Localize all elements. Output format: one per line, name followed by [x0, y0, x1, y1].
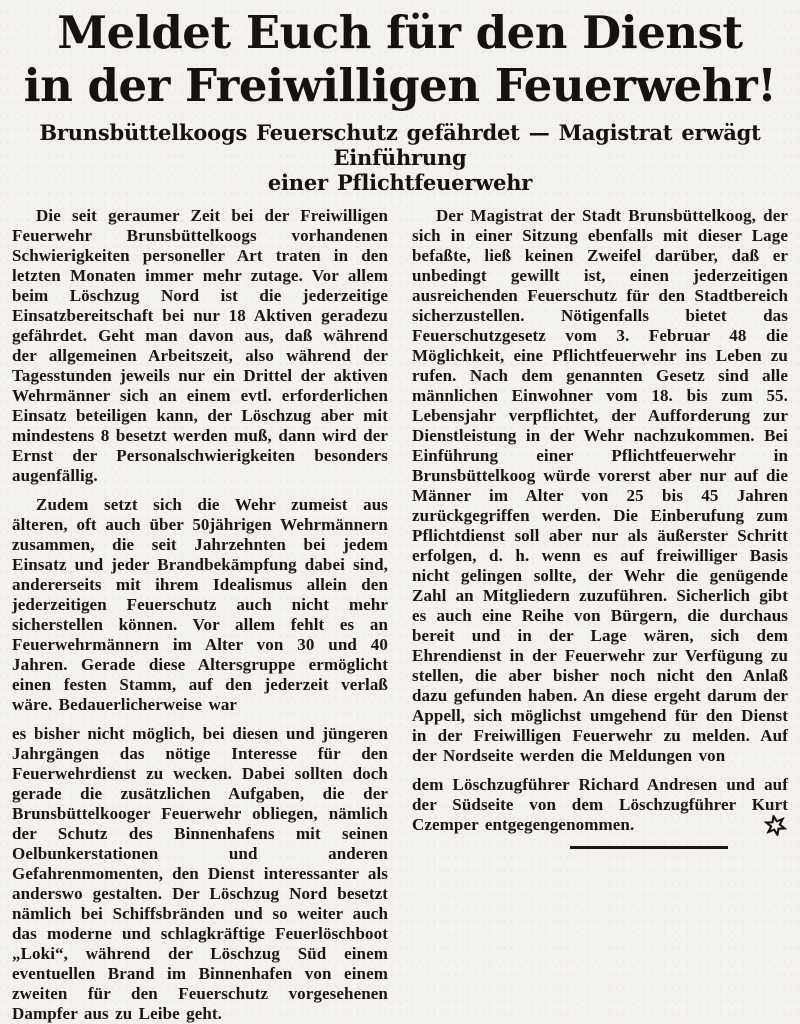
paragraph-left-2: Zudem setzt sich die Wehr zumeist aus älteren, oft auch über 50jährigen Wehrmännern zusammen, die seit Jahrzehnten bei jedem Einsatz und jeder Brandbekämpfung dabei sind, andererseits mit ihrem Idealismus allein den jederzeitigen Feuerschutz auch nicht mehr sicherstellen können. Vor allem fehlt es an Feuerwehrmännern im Alter von 30 und 40 Jahren. Gerade diese Altersgruppe ermöglicht einen festen Stamm, auf den jederzeit verlaß wäre. Bedauerlicherweise war: [12, 495, 388, 714]
column-left: [12, 206, 388, 1024]
article-headline: [8, 6, 792, 112]
closing-paragraph: [412, 775, 788, 835]
paragraph-left-1: Die seit geraumer Zeit bei der Freiwilligen Feuerwehr Brunsbüttelkoogs vorhandenen Schwierigkeiten personeller Art traten in den letzten Monaten immer mehr zutage. Vor allem beim Löschzug Nord ist die jederzeitige Einsatzbereitschaft bei nur 18 Aktiven geradezu gefährdet. Geht man davon aus, daß während der allgemeinen Arbeitszeit, also während der Tagesstunden jeweils nur ein Drittel der aktiven Wehrmänner sich an einem evtl. erforderlichen Einsatz beteiligen kann, der Löschzug aber mit mindestens 8 besetzt werden muß, dann wird der Ernst der Personalschwierigkeiten besonders augenfällig.: [12, 206, 388, 485]
article-body: [8, 195, 792, 1024]
headline-line-2: in der Freiwilligen Feuerwehr!: [23, 59, 777, 112]
paragraph-right-1: Der Magistrat der Stadt Brunsbüttelkoog, der sich in einer Sitzung ebenfalls mit dieser Lage befaßte, ließ keinen Zweifel darüber, daß er unbedingt gewillt ist, einen jederzeitigen ausreichenden Feuerschutz für den Stadtbereich sicherzustellen. Nötigenfalls bietet das Feuerschutzgesetz vom 3. Februar 48 die Möglichkeit, eine Pflichtfeuerwehr ins Leben zu rufen. Nach dem genannten Gesetz sind alle männlichen Einwohner vom 18. bis zum 55. Lebensjahr verpflichtet, der Aufforderung zur Dienstleistung in der Wehr nachzukommen. Bei Einführung einer Pflichtfeuerwehr in Brunsbüttelkoog würde vorerst aber nur auf die Männer im Alter von 25 bis 45 Jahren zurückgegriffen werden. Die Einberufung zum Pflichtdienst soll aber nur als äußerster Schritt erfolgen, d. h. wenn es auf freiwilliger Basis nicht gelingen sollte, der Wehr die genügende Zahl an Mitgliedern zuzuführen. Sicherlich gibt es auch eine Reihe von Bürgern, die durchaus bereit und in der Lage wären, sich dem Ehrendienst in der Feuerwehr zur Verfügung zu stellen, die aber bisher noch nicht den Anlaß dazu gefunden haben. An diese ergeht darum der Appell, sich möglichst umgehend für den Dienst in der Freiwilligen Feuerwehr zu melden. Auf der Nordseite werden die Meldungen von: [412, 206, 788, 765]
article-end-rule: [570, 846, 728, 849]
subheadline-line-1: Brunsbüttelkoogs Feuerschutz gefährdet — Magistrat erwägt Einführung: [39, 120, 761, 170]
paragraph-right-2: dem Löschzugführer Richard Andresen und auf der Südseite von dem Löschzugführer Kurt Czemper entgegengenommen.: [412, 775, 788, 834]
subheadline-line-2: einer Pflichtfeuerwehr: [267, 170, 533, 195]
column-right: [412, 206, 788, 1024]
headline-line-1: Meldet Euch für den Dienst: [57, 6, 743, 59]
six-pointed-star-icon: [763, 813, 788, 838]
article-subheadline: [8, 120, 792, 195]
paragraph-left-3: es bisher nicht möglich, bei diesen und jüngeren Jahrgängen das nötige Interesse für den Feuerwehrdienst zu wecken. Dabei sollten doch gerade die zusätzlichen Aufgaben, die der Brunsbüttelkooger Feuerwehr obliegen, nämlich der Schutz des Binnenhafens mit seinen Oelbunkerstationen und anderen Gefahrenmomenten, den Dienst interessanter als anderswo gestalten. Der Löschzug Nord besetzt nämlich bei Schiffsbränden und so weiter auch das moderne und schlagkräftige Feuerlöschboot „Loki“, während der Löschzug Süd einem eventuellen Brand im Binnenhafen von einem zweiten für den Feuerschutz vorgesehenen Dampfer aus zu Leibe geht.: [12, 724, 388, 1023]
